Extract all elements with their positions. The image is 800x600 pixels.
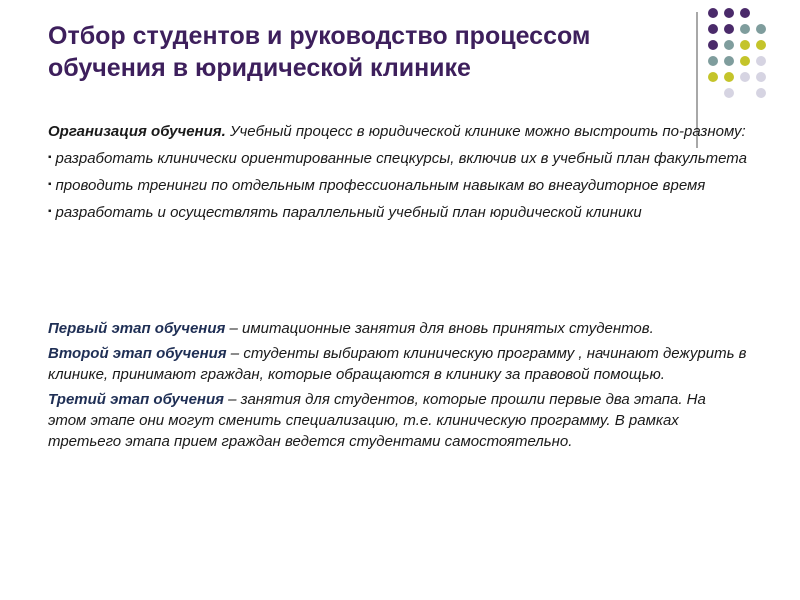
square-bullet-icon: ▪ xyxy=(48,206,52,217)
decorative-dot xyxy=(708,40,718,50)
bullet-text: проводить тренинги по отдельным профессиональным навыкам во внеаудиторное время xyxy=(55,177,706,194)
stage-text: – имитационные занятия для вновь принятых студентов. xyxy=(225,320,654,337)
decorative-dot xyxy=(756,72,766,82)
decorative-dot xyxy=(708,8,718,18)
decorative-dot xyxy=(724,40,734,50)
decorative-dot xyxy=(740,40,750,50)
decorative-dot xyxy=(740,72,750,82)
intro-heading: Организация обучения. xyxy=(48,123,226,140)
intro-text: Учебный процесс в юридической клинике можно выстроить по-разному: xyxy=(225,123,746,140)
stage-title: Второй этап обучения xyxy=(48,345,227,362)
decorative-dot xyxy=(740,8,750,18)
decorative-dot xyxy=(708,24,718,34)
decorative-dot xyxy=(740,56,750,66)
stage-text: – студенты выбирают клиническую программу , начинают дежурить в клинике, принимают граждан, которые обращаются в клинику за правовой помощью. xyxy=(48,345,747,383)
bullet-item xyxy=(48,148,768,169)
stage-second xyxy=(48,343,748,385)
bullet-text: разработать клинически ориентированные спецкурсы, включив их в учебный план факультета xyxy=(55,150,747,167)
stage-third xyxy=(48,389,748,452)
decorative-dot xyxy=(708,56,718,66)
stage-text: – занятия для студентов, которые прошли первые два этапа. На этом этапе они могут сменить специализацию, т.е. клиническую программу. В рамках третьего этапа прием граждан ведется студентами самостоятельно. xyxy=(48,391,706,450)
bullet-item xyxy=(48,202,768,223)
decorative-dot xyxy=(724,56,734,66)
slide-body xyxy=(48,122,768,223)
stages-section xyxy=(48,318,748,456)
decorative-dot xyxy=(724,72,734,82)
decorative-dot xyxy=(724,88,734,98)
stage-first xyxy=(48,318,748,339)
intro-paragraph xyxy=(48,122,768,142)
decorative-dot xyxy=(724,24,734,34)
decorative-dot xyxy=(756,40,766,50)
decorative-dot xyxy=(740,24,750,34)
stage-title: Третий этап обучения xyxy=(48,391,224,408)
slide-title: Отбор студентов и руководство процессом обучения в юридической клинике xyxy=(48,22,591,82)
decorative-dot xyxy=(708,72,718,82)
bullet-item xyxy=(48,175,768,196)
decorative-dot xyxy=(756,56,766,66)
decorative-dot xyxy=(756,24,766,34)
decorative-dot xyxy=(724,8,734,18)
stage-title: Первый этап обучения xyxy=(48,320,226,337)
bullet-text: разработать и осуществлять параллельный учебный план юридической клиники xyxy=(55,204,642,221)
decorative-dot-grid xyxy=(700,0,800,140)
square-bullet-icon: ▪ xyxy=(48,179,52,190)
decorative-dot xyxy=(756,88,766,98)
square-bullet-icon: ▪ xyxy=(48,152,52,163)
